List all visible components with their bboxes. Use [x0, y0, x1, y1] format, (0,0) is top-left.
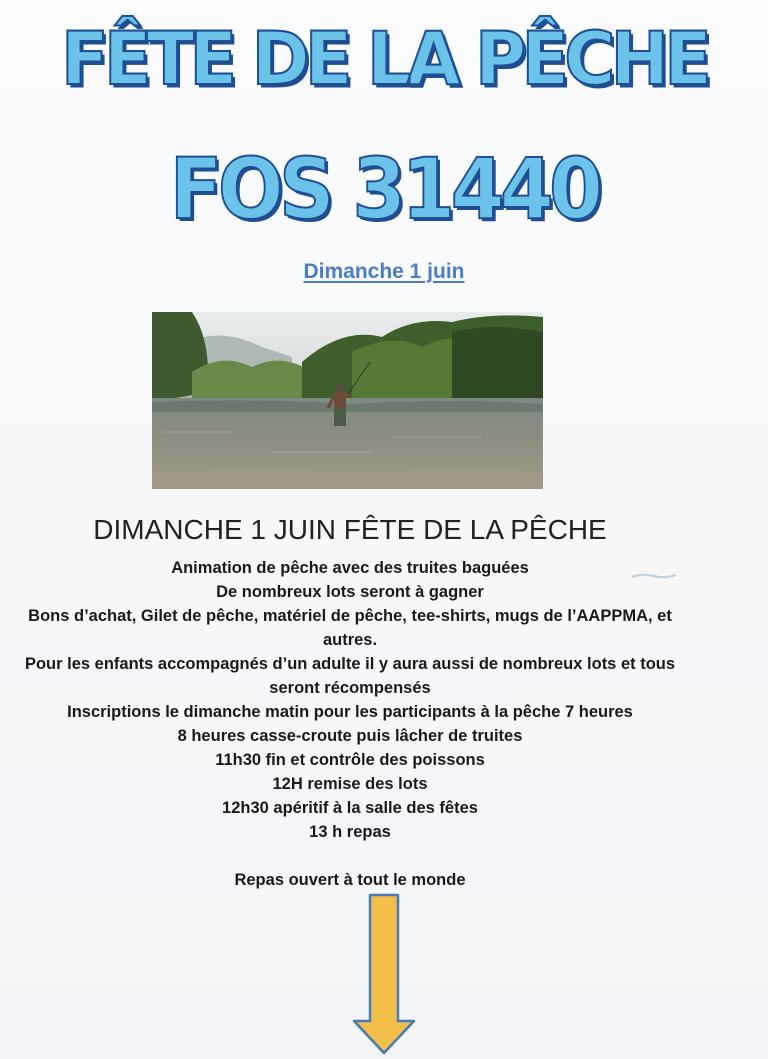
arrow-down-icon — [352, 893, 416, 1055]
scan-smudge — [632, 572, 676, 580]
event-headline: DIMANCHE 1 JUIN FÊTE DE LA PÊCHE — [93, 514, 607, 545]
detail-line: 13 h repas — [309, 823, 391, 841]
detail-line: Bons d’achat, Gilet de pêche, matériel de pêche, tee-shirts, mugs de l’AAPPMA, et autres. — [28, 607, 672, 649]
event-title-wordart: FÊTE DE LA PÊCHE — [61, 15, 707, 103]
detail-line: 8 heures casse-croute puis lâcher de truites — [177, 727, 523, 745]
event-date-link[interactable]: Dimanche 1 juin — [303, 260, 465, 283]
location-wordart: FOS 31440 — [169, 140, 599, 238]
footer-note: Repas ouvert à tout le monde — [234, 871, 466, 889]
event-details — [10, 556, 690, 892]
detail-line: 11h30 fin et contrôle des poissons — [215, 751, 485, 769]
detail-line: Inscriptions le dimanche matin pour les participants à la pêche 7 heures — [67, 703, 633, 721]
detail-line: 12H remise des lots — [272, 775, 428, 793]
detail-line: De nombreux lots seront à gagner — [216, 583, 484, 601]
detail-line: Animation de pêche avec des truites baguées — [171, 559, 529, 577]
spacer — [10, 844, 690, 868]
detail-line: 12h30 apéritif à la salle des fêtes — [222, 799, 478, 817]
detail-line: Pour les enfants accompagnés d’un adulte il y aura aussi de nombreux lots et tous seront récompensés — [24, 655, 676, 697]
river-fly-fishing-photo — [152, 312, 543, 489]
